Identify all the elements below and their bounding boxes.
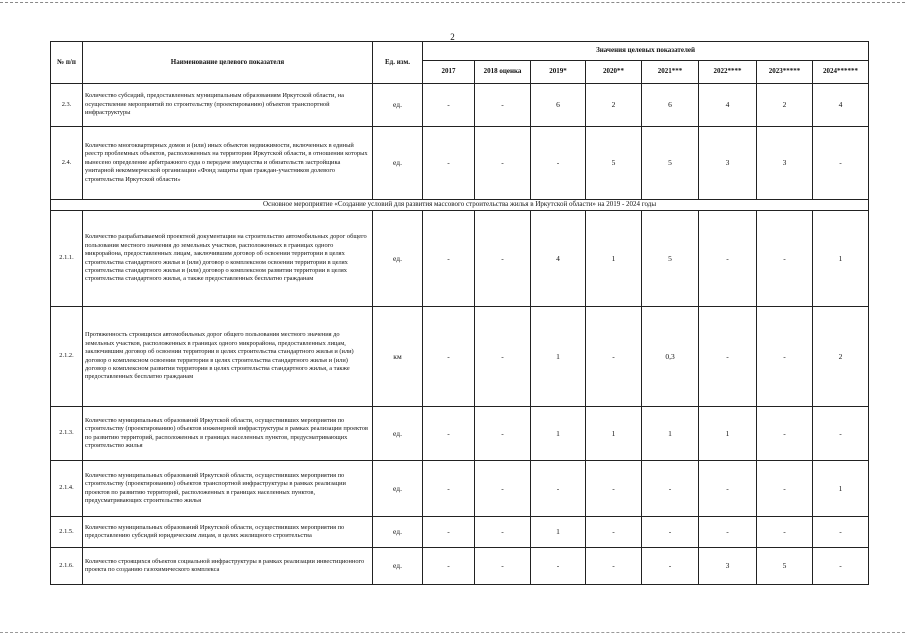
unit-cell: ед. xyxy=(373,461,423,517)
year-header: 2020** xyxy=(586,61,642,84)
col-num-header: № п/п xyxy=(51,42,83,84)
value-cell: - xyxy=(423,461,475,517)
unit-cell: ед. xyxy=(373,548,423,585)
unit-cell: ед. xyxy=(373,211,423,307)
value-cell: - xyxy=(586,307,642,407)
value-cell: 1 xyxy=(813,461,869,517)
row-number: 2.1.2. xyxy=(51,307,83,407)
value-cell: 6 xyxy=(642,84,699,127)
value-cell: - xyxy=(586,548,642,585)
value-cell: 5 xyxy=(757,548,813,585)
value-cell: 1 xyxy=(531,517,586,548)
unit-cell: ед. xyxy=(373,84,423,127)
value-cell: 3 xyxy=(699,548,757,585)
col-unit-header: Ед. изм. xyxy=(373,42,423,84)
year-header: 2018 оценка xyxy=(475,61,531,84)
table-row xyxy=(51,307,869,407)
value-cell: - xyxy=(423,84,475,127)
value-cell: 1 xyxy=(586,407,642,461)
value-cell: - xyxy=(813,517,869,548)
indicator-name: Количество муниципальных образований Иркутской области, осуществивших мероприятия по строительству (проектированию) объектов инженерной инфраструктуры в рамках реализации проектов по развитию территорий, расположенных в границах населенных пунктов, предусматривающих строительство жилья xyxy=(83,407,373,461)
value-cell: - xyxy=(586,461,642,517)
value-cell: 2 xyxy=(586,84,642,127)
year-header: 2017 xyxy=(423,61,475,84)
year-header: 2021*** xyxy=(642,61,699,84)
value-cell: 5 xyxy=(586,127,642,200)
value-cell: - xyxy=(699,461,757,517)
indicator-name: Протяженность строящихся автомобильных дорог общего пользования местного значения до земельных участков, расположенных в границах одного микрорайона, предоставленных лицам, заключившим договор об освоении территории в целях строительства стандартного жилья и (или) договор о комплексном освоении территории в целях строительства стандартного жилья и (или) договор о комплексном развитии территории в целях строительства стандартного жилья, а также предоставленных бесплатно гражданам xyxy=(83,307,373,407)
target-indicators-table xyxy=(50,41,869,585)
value-cell: 5 xyxy=(642,127,699,200)
row-number: 2.1.4. xyxy=(51,461,83,517)
value-cell: 1 xyxy=(642,407,699,461)
col-name-header: Наименование целевого показателя xyxy=(83,42,373,84)
year-header: 2022**** xyxy=(699,61,757,84)
value-cell: - xyxy=(475,517,531,548)
value-cell: - xyxy=(642,517,699,548)
table-row xyxy=(51,407,869,461)
value-cell: 5 xyxy=(642,211,699,307)
table-row xyxy=(51,461,869,517)
value-cell: - xyxy=(531,548,586,585)
value-cell: - xyxy=(699,211,757,307)
unit-cell: ед. xyxy=(373,127,423,200)
value-cell: 1 xyxy=(699,407,757,461)
value-cell: - xyxy=(699,307,757,407)
value-cell: - xyxy=(423,307,475,407)
value-cell: - xyxy=(699,517,757,548)
year-header: 2023***** xyxy=(757,61,813,84)
section-row xyxy=(51,200,869,211)
value-cell: 3 xyxy=(757,127,813,200)
row-number: 2.3. xyxy=(51,84,83,127)
section-title: Основное мероприятие «Создание условий для развития массового строительства жилья в Иркутской области» на 2019 - 2024 годы xyxy=(51,200,869,211)
value-cell: 6 xyxy=(531,84,586,127)
values-group-header: Значения целевых показателей xyxy=(423,42,869,61)
value-cell: - xyxy=(475,127,531,200)
value-cell: 2 xyxy=(813,307,869,407)
year-header: 2024****** xyxy=(813,61,869,84)
value-cell: - xyxy=(423,548,475,585)
value-cell: - xyxy=(757,517,813,548)
indicator-name: Количество муниципальных образований Иркутской области, осуществивших мероприятия по строительству (проектированию) объектов транспортной инфраструктуры в рамках реализации проектов по развитию территорий, расположенных в границах населенных пунктов, предусматривающих строительство жилья xyxy=(83,461,373,517)
table-row xyxy=(51,127,869,200)
value-cell: - xyxy=(423,127,475,200)
value-cell: - xyxy=(475,307,531,407)
value-cell: - xyxy=(531,461,586,517)
indicator-name: Количество муниципальных образований Иркутской области, осуществивших мероприятия по предоставлению субсидий юридическим лицам, в целях жилищного строительства xyxy=(83,517,373,548)
unit-cell: ед. xyxy=(373,407,423,461)
value-cell: - xyxy=(475,548,531,585)
indicator-name: Количество строящихся объектов социальной инфраструктуры в рамках реализации инвестиционного проекта по созданию газохимического комплекса xyxy=(83,548,373,585)
value-cell: - xyxy=(475,461,531,517)
row-number: 2.1.5. xyxy=(51,517,83,548)
value-cell: 4 xyxy=(813,84,869,127)
row-number: 2.4. xyxy=(51,127,83,200)
unit-cell: ед. xyxy=(373,517,423,548)
value-cell: - xyxy=(757,461,813,517)
page-number: 2 xyxy=(450,32,455,42)
value-cell: - xyxy=(475,407,531,461)
value-cell: 0,3 xyxy=(642,307,699,407)
value-cell: - xyxy=(813,407,869,461)
value-cell: 1 xyxy=(531,307,586,407)
value-cell: - xyxy=(586,517,642,548)
value-cell: 1 xyxy=(531,407,586,461)
indicator-name: Количество многоквартирных домов и (или) иных объектов недвижимости, включенных в единый реестр проблемных объектов, расположенных на территории Иркутской области, в отношении которых вынесено определение арбитражного суда о передаче имущества и обязательств застройщика унитарной некоммерческой организации «Фонд защиты прав граждан-участников долевого строительства Иркутской области» xyxy=(83,127,373,200)
value-cell: - xyxy=(757,307,813,407)
value-cell: - xyxy=(813,127,869,200)
value-cell: - xyxy=(423,211,475,307)
row-number: 2.1.6. xyxy=(51,548,83,585)
value-cell: - xyxy=(475,211,531,307)
table-row xyxy=(51,84,869,127)
value-cell: 1 xyxy=(813,211,869,307)
table-row xyxy=(51,548,869,585)
value-cell: - xyxy=(642,548,699,585)
row-number: 2.1.1. xyxy=(51,211,83,307)
value-cell: - xyxy=(423,517,475,548)
value-cell: - xyxy=(813,548,869,585)
value-cell: - xyxy=(475,84,531,127)
value-cell: 3 xyxy=(699,127,757,200)
value-cell: - xyxy=(423,407,475,461)
value-cell: 4 xyxy=(699,84,757,127)
table-row xyxy=(51,517,869,548)
scan-top-edge xyxy=(0,2,905,4)
value-cell: 4 xyxy=(531,211,586,307)
year-header: 2019* xyxy=(531,61,586,84)
value-cell: 1 xyxy=(586,211,642,307)
value-cell: - xyxy=(642,461,699,517)
scan-bottom-edge xyxy=(0,632,905,634)
value-cell: - xyxy=(531,127,586,200)
row-number: 2.1.3. xyxy=(51,407,83,461)
table-row xyxy=(51,211,869,307)
indicator-name: Количество субсидий, предоставленных муниципальным образованиям Иркутской области, на осуществление мероприятий по строительству (проектированию) объектов транспортной инфраструктуры xyxy=(83,84,373,127)
value-cell: - xyxy=(757,211,813,307)
value-cell: - xyxy=(757,407,813,461)
value-cell: 2 xyxy=(757,84,813,127)
indicator-name: Количество разрабатываемой проектной документации на строительство автомобильных дорог общего пользования местного значения до земельных участков, расположенных в границах одного микрорайона, предоставленных лицам, заключившим договор об освоении территории в целях строительства стандартного жилья и (или) договор о комплексном освоении территории в целях строительства стандартного жилья и (или) договор о комплексном развитии территории в целях строительства стандартного жилья, а также предоставленных бесплатно гражданам xyxy=(83,211,373,307)
unit-cell: км xyxy=(373,307,423,407)
